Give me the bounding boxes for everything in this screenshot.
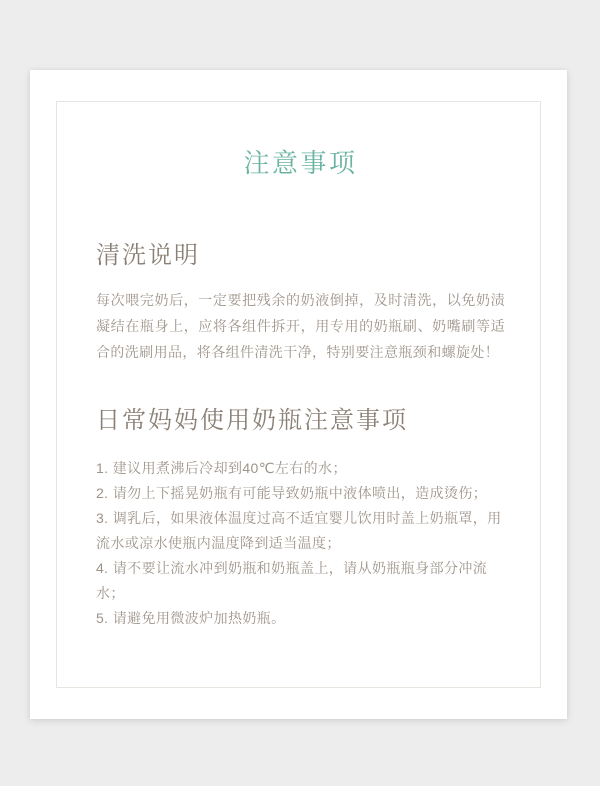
cleaning-instructions-paragraph: 每次喂完奶后，一定要把残余的奶液倒掉，及时清洗，以免奶渍凝结在瓶身上，应将各组件拆开，用专用的奶瓶刷、奶嘴刷等适合的洗刷用品，将各组件清洗干净，特别要注意瓶颈和螺旋处！ <box>96 292 505 360</box>
daily-usage-notice-list <box>96 456 505 631</box>
list-item: 2. 请勿上下摇晃奶瓶有可能导致奶瓶中液体喷出，造成烫伤； <box>96 485 488 501</box>
list-item: 5. 请避免用微波炉加热奶瓶。 <box>96 610 286 626</box>
list-item: 4. 请不要让流水冲到奶瓶和奶瓶盖上，请从奶瓶瓶身部分冲流水； <box>96 560 488 601</box>
section-heading-cleaning: 清洗说明 <box>96 242 200 269</box>
page-title: 注意事项 <box>243 148 358 178</box>
instruction-card <box>30 70 567 719</box>
list-item: 1. 建议用煮沸后冷却到40℃左右的水； <box>96 460 347 476</box>
section-heading-daily-usage: 日常妈妈使用奶瓶注意事项 <box>96 407 408 434</box>
card-content <box>96 102 505 631</box>
list-item: 3. 调乳后，如果液体温度过高不适宜婴儿饮用时盖上奶瓶罩，用流水或凉水使瓶内温度降到适当温度； <box>96 510 502 551</box>
decorative-frame-border <box>56 101 541 688</box>
